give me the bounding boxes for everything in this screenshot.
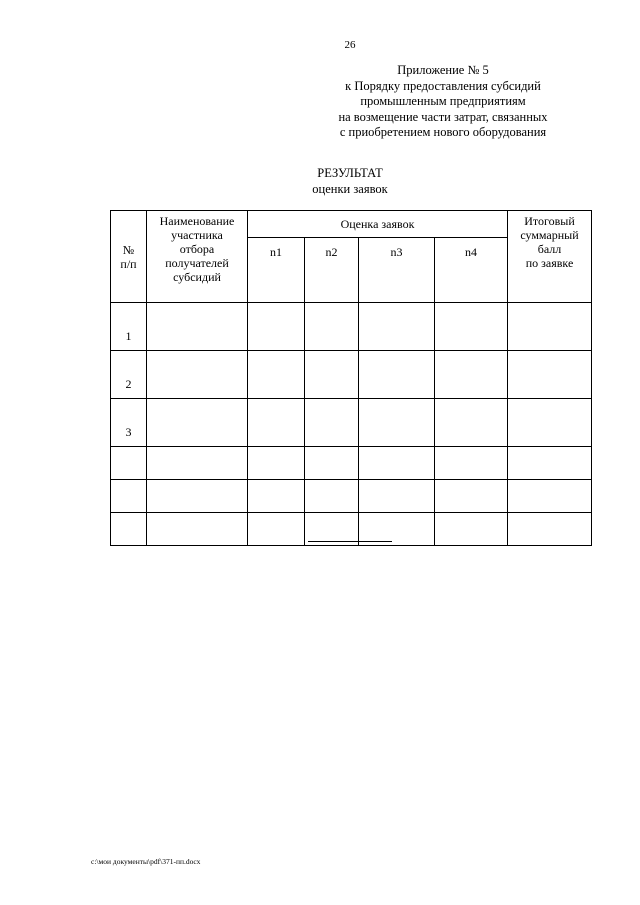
file-path-footer: c:\мои документы\pdf\371-пп.docx: [91, 857, 201, 866]
participant-name-cell: [147, 303, 248, 351]
score-cell-n3: [359, 303, 435, 351]
participant-name-cell: [147, 513, 248, 546]
header-total-score: [508, 211, 592, 303]
score-cell-n3: [359, 399, 435, 447]
participant-name-cell: [147, 399, 248, 447]
header-participant-name: [147, 211, 248, 303]
header-criterion-n4: n4: [435, 238, 508, 303]
row-number: 2: [111, 351, 147, 399]
total-score-cell: [508, 399, 592, 447]
header-number: [111, 211, 147, 303]
header-row: [111, 211, 592, 238]
score-cell-n2: [305, 447, 359, 480]
appendix-header: [303, 63, 583, 141]
table-row: [111, 303, 592, 351]
header-total-line: Итоговый: [524, 214, 575, 228]
score-cell-n4: [435, 447, 508, 480]
score-cell-n4: [435, 351, 508, 399]
total-score-cell: [508, 480, 592, 513]
header-name-line: получателей: [165, 256, 229, 270]
header-total-line: по заявке: [525, 256, 574, 270]
closing-rule: [308, 541, 392, 542]
document-title: [0, 166, 640, 197]
score-cell-n1: [248, 513, 305, 546]
row-number: [111, 447, 147, 480]
header-name-line: отбора: [179, 242, 215, 256]
appendix-line: промышленным предприятиям: [360, 94, 526, 108]
header-number-line: п/п: [120, 256, 137, 271]
total-score-cell: [508, 351, 592, 399]
page-number: 26: [344, 39, 356, 51]
row-number: 1: [111, 303, 147, 351]
title-main: РЕЗУЛЬТАТ: [317, 166, 383, 180]
score-cell-n2: [305, 303, 359, 351]
table-row: [111, 480, 592, 513]
header-total-line: суммарный: [520, 228, 579, 242]
participant-name-cell: [147, 351, 248, 399]
row-number: [111, 480, 147, 513]
appendix-line: к Порядку предоставления субсидий: [345, 78, 541, 93]
title-subtitle: оценки заявок: [312, 181, 388, 196]
table-row: [111, 447, 592, 480]
total-score-cell: [508, 513, 592, 546]
header-criterion-n1: n1: [248, 238, 305, 303]
score-cell-n3: [359, 351, 435, 399]
header-name-line: участника: [171, 228, 223, 242]
score-cell-n2: [305, 399, 359, 447]
score-cell-n4: [435, 480, 508, 513]
score-cell-n2: [305, 351, 359, 399]
score-cell-n4: [435, 513, 508, 546]
score-cell-n4: [435, 399, 508, 447]
results-table: [110, 210, 592, 546]
header-total-line: балл: [537, 242, 562, 256]
table-row: [111, 351, 592, 399]
score-cell-n3: [359, 447, 435, 480]
row-number: 3: [111, 399, 147, 447]
appendix-line: на возмещение части затрат, связанных: [338, 109, 548, 124]
header-criterion-n3: n3: [359, 238, 435, 303]
total-score-cell: [508, 447, 592, 480]
participant-name-cell: [147, 447, 248, 480]
score-cell-n1: [248, 303, 305, 351]
score-cell-n1: [248, 480, 305, 513]
appendix-title: Приложение № 5: [397, 63, 489, 77]
header-evaluation-group: Оценка заявок: [248, 211, 508, 238]
header-criterion-n2: n2: [305, 238, 359, 303]
score-cell-n4: [435, 303, 508, 351]
total-score-cell: [508, 303, 592, 351]
row-number: [111, 513, 147, 546]
score-cell-n1: [248, 399, 305, 447]
header-name-line: Наименование: [159, 214, 235, 228]
header-name-line: субсидий: [173, 270, 221, 284]
participant-name-cell: [147, 480, 248, 513]
table-row: [111, 399, 592, 447]
score-cell-n1: [248, 351, 305, 399]
score-cell-n3: [359, 480, 435, 513]
score-cell-n2: [305, 480, 359, 513]
appendix-line: с приобретением нового оборудования: [339, 125, 547, 139]
score-cell-n1: [248, 447, 305, 480]
header-number-line: №: [122, 242, 135, 257]
